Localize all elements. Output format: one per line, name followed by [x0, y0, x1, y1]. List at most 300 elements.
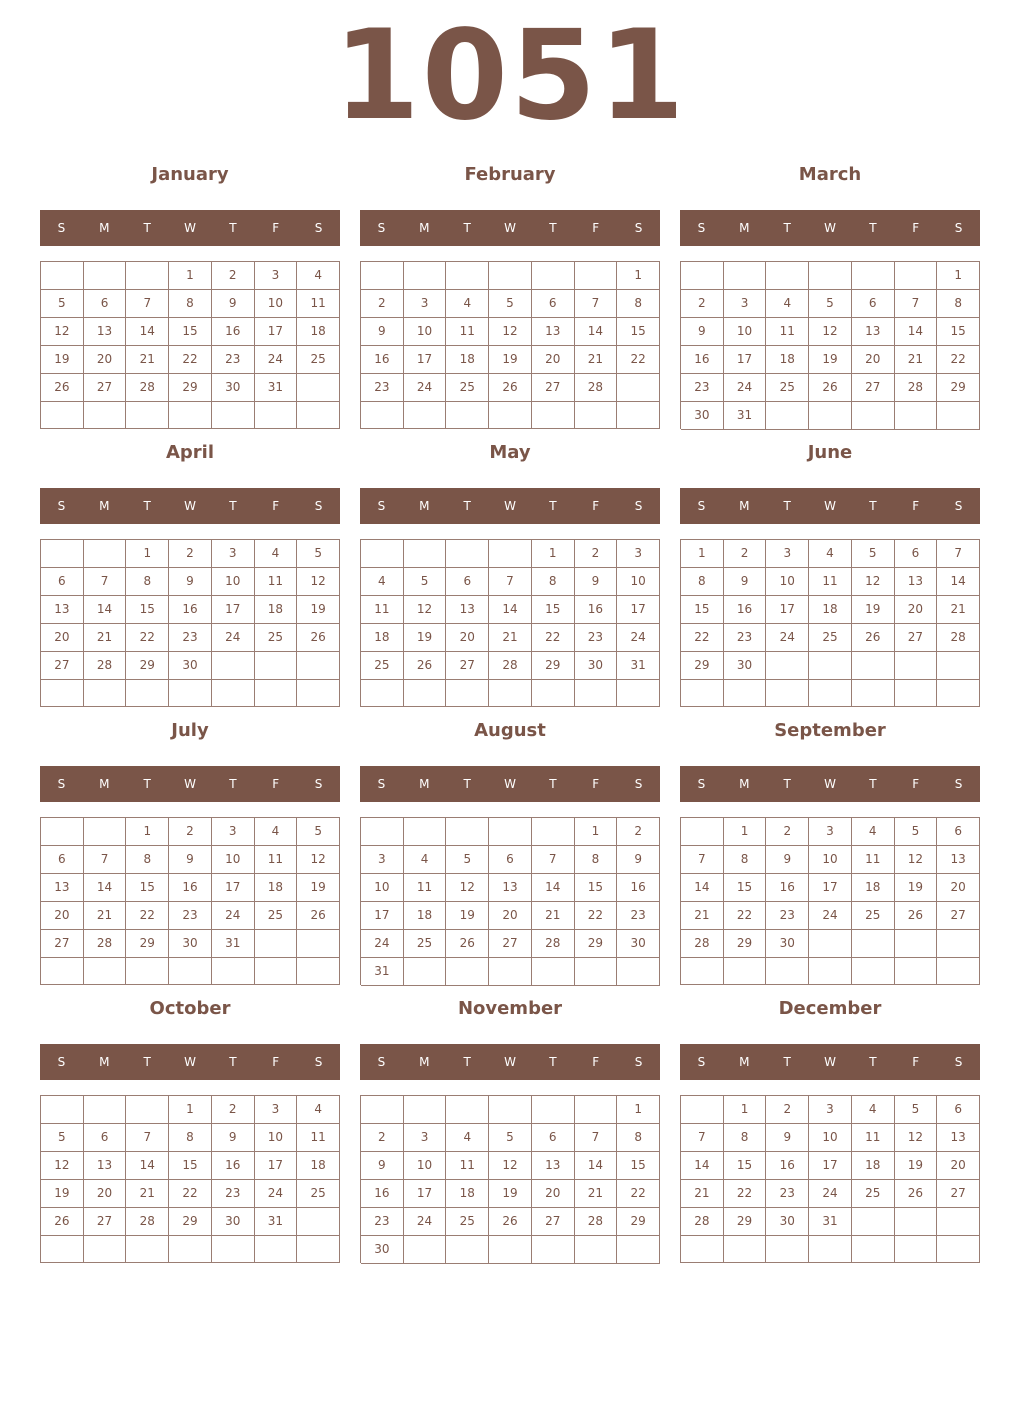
- empty-day-cell: [809, 652, 852, 680]
- empty-day-cell: [404, 1096, 447, 1124]
- empty-day-cell: [446, 680, 489, 707]
- day-cell: 9: [169, 846, 212, 874]
- month-name: August: [474, 720, 546, 741]
- empty-day-cell: [724, 958, 767, 985]
- weekday-label: M: [419, 499, 430, 513]
- empty-day-cell: [255, 402, 298, 429]
- weekday-header: [40, 766, 340, 802]
- empty-day-cell: [361, 1096, 404, 1124]
- day-cell: 3: [212, 818, 255, 846]
- day-cell: 6: [532, 290, 575, 318]
- empty-day-cell: [255, 652, 298, 680]
- empty-day-cell: [617, 958, 660, 986]
- day-cell: 14: [681, 874, 724, 902]
- weekday-label: M: [419, 777, 430, 791]
- month-name: April: [165, 442, 215, 463]
- weekday-label: M: [99, 221, 110, 235]
- day-cell: 13: [489, 874, 532, 902]
- day-cell: 1: [724, 1096, 767, 1124]
- day-cell: 28: [489, 652, 532, 680]
- day-cell: 16: [169, 874, 212, 902]
- empty-day-cell: [766, 262, 809, 290]
- day-cell: 5: [895, 818, 938, 846]
- empty-day-cell: [681, 818, 724, 846]
- weekday-label: S: [377, 777, 386, 791]
- weekday-label: F: [272, 221, 280, 235]
- empty-day-cell: [84, 680, 127, 707]
- empty-day-cell: [489, 1236, 532, 1264]
- day-cell: 1: [575, 818, 618, 846]
- weekday-label: M: [739, 221, 750, 235]
- empty-day-cell: [766, 402, 809, 430]
- empty-day-cell: [212, 680, 255, 707]
- day-cell: 23: [724, 624, 767, 652]
- day-cell: 5: [297, 540, 340, 568]
- day-cell: 15: [937, 318, 980, 346]
- weekday-header: [680, 1044, 980, 1080]
- day-cell: 3: [212, 540, 255, 568]
- day-cell: 6: [84, 1124, 127, 1152]
- month-name: July: [171, 720, 209, 741]
- weekday-label: W: [184, 499, 196, 513]
- day-cell: 30: [575, 652, 618, 680]
- day-cell: 4: [852, 818, 895, 846]
- day-cell: 15: [617, 318, 660, 346]
- day-cell: 2: [617, 818, 660, 846]
- day-cell: 10: [404, 318, 447, 346]
- day-cell: 22: [575, 902, 618, 930]
- empty-day-cell: [617, 1236, 660, 1264]
- empty-day-cell: [41, 262, 84, 290]
- day-cell: 14: [532, 874, 575, 902]
- day-cell: 5: [895, 1096, 938, 1124]
- weekday-label: S: [377, 221, 386, 235]
- empty-day-cell: [532, 680, 575, 707]
- day-cell: 17: [212, 596, 255, 624]
- day-cell: 20: [84, 1180, 127, 1208]
- day-cell: 26: [404, 652, 447, 680]
- day-cell: 19: [852, 596, 895, 624]
- day-cell: 14: [937, 568, 980, 596]
- day-cell: 18: [446, 346, 489, 374]
- day-cell: 10: [809, 1124, 852, 1152]
- day-cell: 9: [361, 1152, 404, 1180]
- empty-day-cell: [895, 958, 938, 985]
- day-cell: 30: [212, 374, 255, 402]
- empty-day-cell: [681, 1236, 724, 1263]
- day-cell: 29: [724, 1208, 767, 1236]
- weekday-label: F: [272, 777, 280, 791]
- day-cell: 2: [681, 290, 724, 318]
- day-cell: 10: [809, 846, 852, 874]
- empty-day-cell: [937, 1208, 980, 1236]
- day-cell: 16: [361, 346, 404, 374]
- weekday-header: [40, 488, 340, 524]
- empty-day-cell: [766, 652, 809, 680]
- empty-day-cell: [575, 402, 618, 429]
- empty-day-cell: [297, 1208, 340, 1236]
- day-cell: 21: [489, 624, 532, 652]
- day-cell: 2: [169, 540, 212, 568]
- weekday-label: T: [783, 1055, 791, 1069]
- day-cell: 28: [681, 1208, 724, 1236]
- day-cell: 11: [852, 846, 895, 874]
- weekday-label: T: [229, 1055, 237, 1069]
- day-cell: 16: [361, 1180, 404, 1208]
- day-cell: 31: [212, 930, 255, 958]
- day-cell: 31: [255, 1208, 298, 1236]
- day-cell: 13: [895, 568, 938, 596]
- day-cell: 2: [724, 540, 767, 568]
- empty-day-cell: [532, 1096, 575, 1124]
- empty-day-cell: [41, 540, 84, 568]
- empty-day-cell: [575, 1096, 618, 1124]
- weekday-label: T: [463, 499, 471, 513]
- day-cell: 25: [809, 624, 852, 652]
- weekday-label: W: [824, 221, 836, 235]
- empty-day-cell: [84, 1236, 127, 1263]
- day-cell: 6: [937, 1096, 980, 1124]
- day-grid: [40, 817, 340, 985]
- day-cell: 13: [446, 596, 489, 624]
- day-cell: 25: [404, 930, 447, 958]
- day-cell: 1: [724, 818, 767, 846]
- weekday-header: [680, 210, 980, 246]
- day-cell: 4: [446, 1124, 489, 1152]
- weekday-label: S: [377, 499, 386, 513]
- day-cell: 11: [297, 1124, 340, 1152]
- empty-day-cell: [126, 262, 169, 290]
- day-cell: 15: [617, 1152, 660, 1180]
- day-cell: 20: [41, 902, 84, 930]
- weekday-label: F: [592, 777, 600, 791]
- day-cell: 11: [297, 290, 340, 318]
- weekday-label: S: [57, 1055, 66, 1069]
- empty-day-cell: [297, 652, 340, 680]
- day-cell: 27: [895, 624, 938, 652]
- weekday-label: T: [549, 499, 557, 513]
- day-cell: 7: [84, 568, 127, 596]
- empty-day-cell: [937, 652, 980, 680]
- day-cell: 24: [255, 346, 298, 374]
- day-cell: 6: [895, 540, 938, 568]
- weekday-header: [360, 488, 660, 524]
- day-cell: 9: [681, 318, 724, 346]
- day-cell: 6: [84, 290, 127, 318]
- day-cell: 8: [532, 568, 575, 596]
- weekday-label: S: [954, 777, 963, 791]
- weekday-label: T: [229, 499, 237, 513]
- empty-day-cell: [255, 680, 298, 707]
- day-cell: 21: [681, 902, 724, 930]
- weekday-label: W: [504, 777, 516, 791]
- day-cell: 11: [809, 568, 852, 596]
- day-cell: 10: [255, 1124, 298, 1152]
- day-cell: 19: [809, 346, 852, 374]
- empty-day-cell: [126, 680, 169, 707]
- day-cell: 29: [532, 652, 575, 680]
- day-cell: 2: [361, 1124, 404, 1152]
- day-cell: 14: [126, 1152, 169, 1180]
- weekday-label: F: [912, 1055, 920, 1069]
- day-cell: 17: [255, 1152, 298, 1180]
- day-cell: 4: [809, 540, 852, 568]
- weekday-label: M: [99, 499, 110, 513]
- day-cell: 23: [169, 624, 212, 652]
- day-cell: 5: [489, 290, 532, 318]
- empty-day-cell: [681, 958, 724, 985]
- weekday-label: F: [912, 777, 920, 791]
- empty-day-cell: [895, 680, 938, 707]
- day-cell: 14: [681, 1152, 724, 1180]
- day-cell: 13: [84, 1152, 127, 1180]
- day-cell: 5: [809, 290, 852, 318]
- empty-day-cell: [895, 1208, 938, 1236]
- day-cell: 5: [446, 846, 489, 874]
- empty-day-cell: [255, 930, 298, 958]
- empty-day-cell: [809, 1236, 852, 1263]
- day-cell: 30: [766, 1208, 809, 1236]
- empty-day-cell: [489, 958, 532, 986]
- day-cell: 3: [809, 818, 852, 846]
- day-cell: 12: [297, 568, 340, 596]
- day-cell: 17: [617, 596, 660, 624]
- empty-day-cell: [169, 1236, 212, 1263]
- day-cell: 23: [169, 902, 212, 930]
- day-cell: 2: [766, 818, 809, 846]
- day-cell: 4: [446, 290, 489, 318]
- day-cell: 23: [681, 374, 724, 402]
- day-cell: 21: [895, 346, 938, 374]
- day-cell: 23: [617, 902, 660, 930]
- day-cell: 17: [212, 874, 255, 902]
- day-cell: 16: [212, 1152, 255, 1180]
- day-cell: 12: [852, 568, 895, 596]
- day-cell: 19: [41, 1180, 84, 1208]
- day-cell: 20: [41, 624, 84, 652]
- day-cell: 5: [489, 1124, 532, 1152]
- day-cell: 8: [681, 568, 724, 596]
- day-cell: 22: [126, 902, 169, 930]
- day-cell: 7: [126, 290, 169, 318]
- weekday-label: S: [314, 1055, 323, 1069]
- day-cell: 24: [404, 374, 447, 402]
- day-cell: 25: [446, 1208, 489, 1236]
- day-cell: 24: [212, 902, 255, 930]
- empty-day-cell: [532, 1236, 575, 1264]
- empty-day-cell: [404, 958, 447, 986]
- empty-day-cell: [532, 262, 575, 290]
- month-name: November: [457, 998, 563, 1019]
- weekday-header: [680, 766, 980, 802]
- day-cell: 26: [41, 374, 84, 402]
- day-cell: 8: [724, 1124, 767, 1152]
- day-cell: 15: [724, 1152, 767, 1180]
- weekday-label: F: [912, 499, 920, 513]
- empty-day-cell: [361, 402, 404, 429]
- day-cell: 22: [169, 1180, 212, 1208]
- empty-day-cell: [446, 1096, 489, 1124]
- weekday-header: [360, 766, 660, 802]
- weekday-label: M: [419, 1055, 430, 1069]
- day-cell: 11: [446, 1152, 489, 1180]
- day-cell: 4: [255, 540, 298, 568]
- weekday-label: T: [143, 1055, 151, 1069]
- day-cell: 8: [617, 1124, 660, 1152]
- empty-day-cell: [489, 262, 532, 290]
- weekday-label: S: [57, 777, 66, 791]
- day-cell: 27: [84, 374, 127, 402]
- empty-day-cell: [404, 1236, 447, 1264]
- day-cell: 29: [681, 652, 724, 680]
- day-cell: 17: [809, 1152, 852, 1180]
- day-cell: 11: [766, 318, 809, 346]
- day-cell: 20: [532, 1180, 575, 1208]
- day-cell: 11: [852, 1124, 895, 1152]
- day-cell: 7: [681, 846, 724, 874]
- empty-day-cell: [766, 958, 809, 985]
- day-cell: 27: [937, 902, 980, 930]
- day-cell: 29: [169, 374, 212, 402]
- day-cell: 27: [446, 652, 489, 680]
- day-cell: 3: [766, 540, 809, 568]
- day-cell: 31: [255, 374, 298, 402]
- weekday-label: S: [954, 499, 963, 513]
- weekday-label: S: [314, 777, 323, 791]
- day-cell: 25: [297, 1180, 340, 1208]
- day-cell: 15: [169, 318, 212, 346]
- day-cell: 1: [169, 1096, 212, 1124]
- day-cell: 18: [297, 318, 340, 346]
- day-cell: 3: [255, 262, 298, 290]
- day-cell: 3: [255, 1096, 298, 1124]
- day-cell: 24: [361, 930, 404, 958]
- empty-day-cell: [126, 958, 169, 985]
- weekday-label: S: [954, 1055, 963, 1069]
- day-cell: 19: [446, 902, 489, 930]
- day-cell: 10: [212, 846, 255, 874]
- day-cell: 7: [681, 1124, 724, 1152]
- day-cell: 24: [766, 624, 809, 652]
- day-cell: 28: [681, 930, 724, 958]
- day-cell: 19: [489, 1180, 532, 1208]
- day-cell: 19: [895, 874, 938, 902]
- day-cell: 14: [895, 318, 938, 346]
- day-cell: 6: [937, 818, 980, 846]
- calendar-year-title: 1051: [333, 4, 687, 148]
- day-cell: 22: [617, 1180, 660, 1208]
- day-cell: 12: [895, 846, 938, 874]
- day-cell: 15: [169, 1152, 212, 1180]
- day-cell: 28: [937, 624, 980, 652]
- day-cell: 18: [446, 1180, 489, 1208]
- day-cell: 27: [532, 1208, 575, 1236]
- day-cell: 21: [681, 1180, 724, 1208]
- empty-day-cell: [489, 1096, 532, 1124]
- empty-day-cell: [575, 1236, 618, 1264]
- empty-day-cell: [297, 680, 340, 707]
- empty-day-cell: [766, 1236, 809, 1263]
- weekday-label: W: [184, 221, 196, 235]
- day-cell: 14: [84, 874, 127, 902]
- day-cell: 28: [575, 374, 618, 402]
- weekday-label: F: [272, 1055, 280, 1069]
- day-cell: 15: [724, 874, 767, 902]
- day-cell: 23: [575, 624, 618, 652]
- empty-day-cell: [255, 1236, 298, 1263]
- day-cell: 9: [575, 568, 618, 596]
- weekday-label: T: [549, 777, 557, 791]
- day-cell: 19: [41, 346, 84, 374]
- day-grid: [680, 817, 980, 985]
- day-cell: 16: [169, 596, 212, 624]
- day-cell: 26: [895, 902, 938, 930]
- day-grid: [40, 1095, 340, 1263]
- day-grid: [40, 539, 340, 707]
- day-cell: 30: [169, 652, 212, 680]
- day-cell: 7: [84, 846, 127, 874]
- day-cell: 24: [809, 1180, 852, 1208]
- day-cell: 26: [41, 1208, 84, 1236]
- day-cell: 16: [766, 1152, 809, 1180]
- day-cell: 3: [404, 1124, 447, 1152]
- day-cell: 22: [617, 346, 660, 374]
- empty-day-cell: [895, 930, 938, 958]
- day-cell: 7: [126, 1124, 169, 1152]
- day-cell: 14: [489, 596, 532, 624]
- empty-day-cell: [84, 958, 127, 985]
- day-cell: 16: [212, 318, 255, 346]
- empty-day-cell: [169, 680, 212, 707]
- day-cell: 25: [852, 902, 895, 930]
- day-cell: 10: [617, 568, 660, 596]
- weekday-label: W: [504, 1055, 516, 1069]
- weekday-label: T: [229, 221, 237, 235]
- day-cell: 15: [575, 874, 618, 902]
- day-cell: 22: [724, 1180, 767, 1208]
- day-cell: 20: [895, 596, 938, 624]
- day-cell: 18: [809, 596, 852, 624]
- weekday-header: [40, 210, 340, 246]
- day-cell: 24: [809, 902, 852, 930]
- day-cell: 3: [361, 846, 404, 874]
- empty-day-cell: [937, 930, 980, 958]
- weekday-label: T: [549, 221, 557, 235]
- day-cell: 10: [766, 568, 809, 596]
- day-cell: 10: [404, 1152, 447, 1180]
- empty-day-cell: [84, 818, 127, 846]
- day-cell: 9: [169, 568, 212, 596]
- day-cell: 22: [126, 624, 169, 652]
- day-cell: 21: [126, 1180, 169, 1208]
- weekday-label: S: [57, 221, 66, 235]
- day-cell: 14: [126, 318, 169, 346]
- day-cell: 29: [126, 652, 169, 680]
- day-cell: 13: [532, 1152, 575, 1180]
- day-cell: 29: [617, 1208, 660, 1236]
- weekday-label: W: [184, 777, 196, 791]
- day-cell: 4: [297, 1096, 340, 1124]
- empty-day-cell: [852, 652, 895, 680]
- day-cell: 10: [724, 318, 767, 346]
- empty-day-cell: [446, 958, 489, 986]
- day-cell: 17: [361, 902, 404, 930]
- day-cell: 19: [297, 596, 340, 624]
- day-cell: 6: [41, 568, 84, 596]
- empty-day-cell: [809, 402, 852, 430]
- day-cell: 28: [895, 374, 938, 402]
- day-cell: 22: [937, 346, 980, 374]
